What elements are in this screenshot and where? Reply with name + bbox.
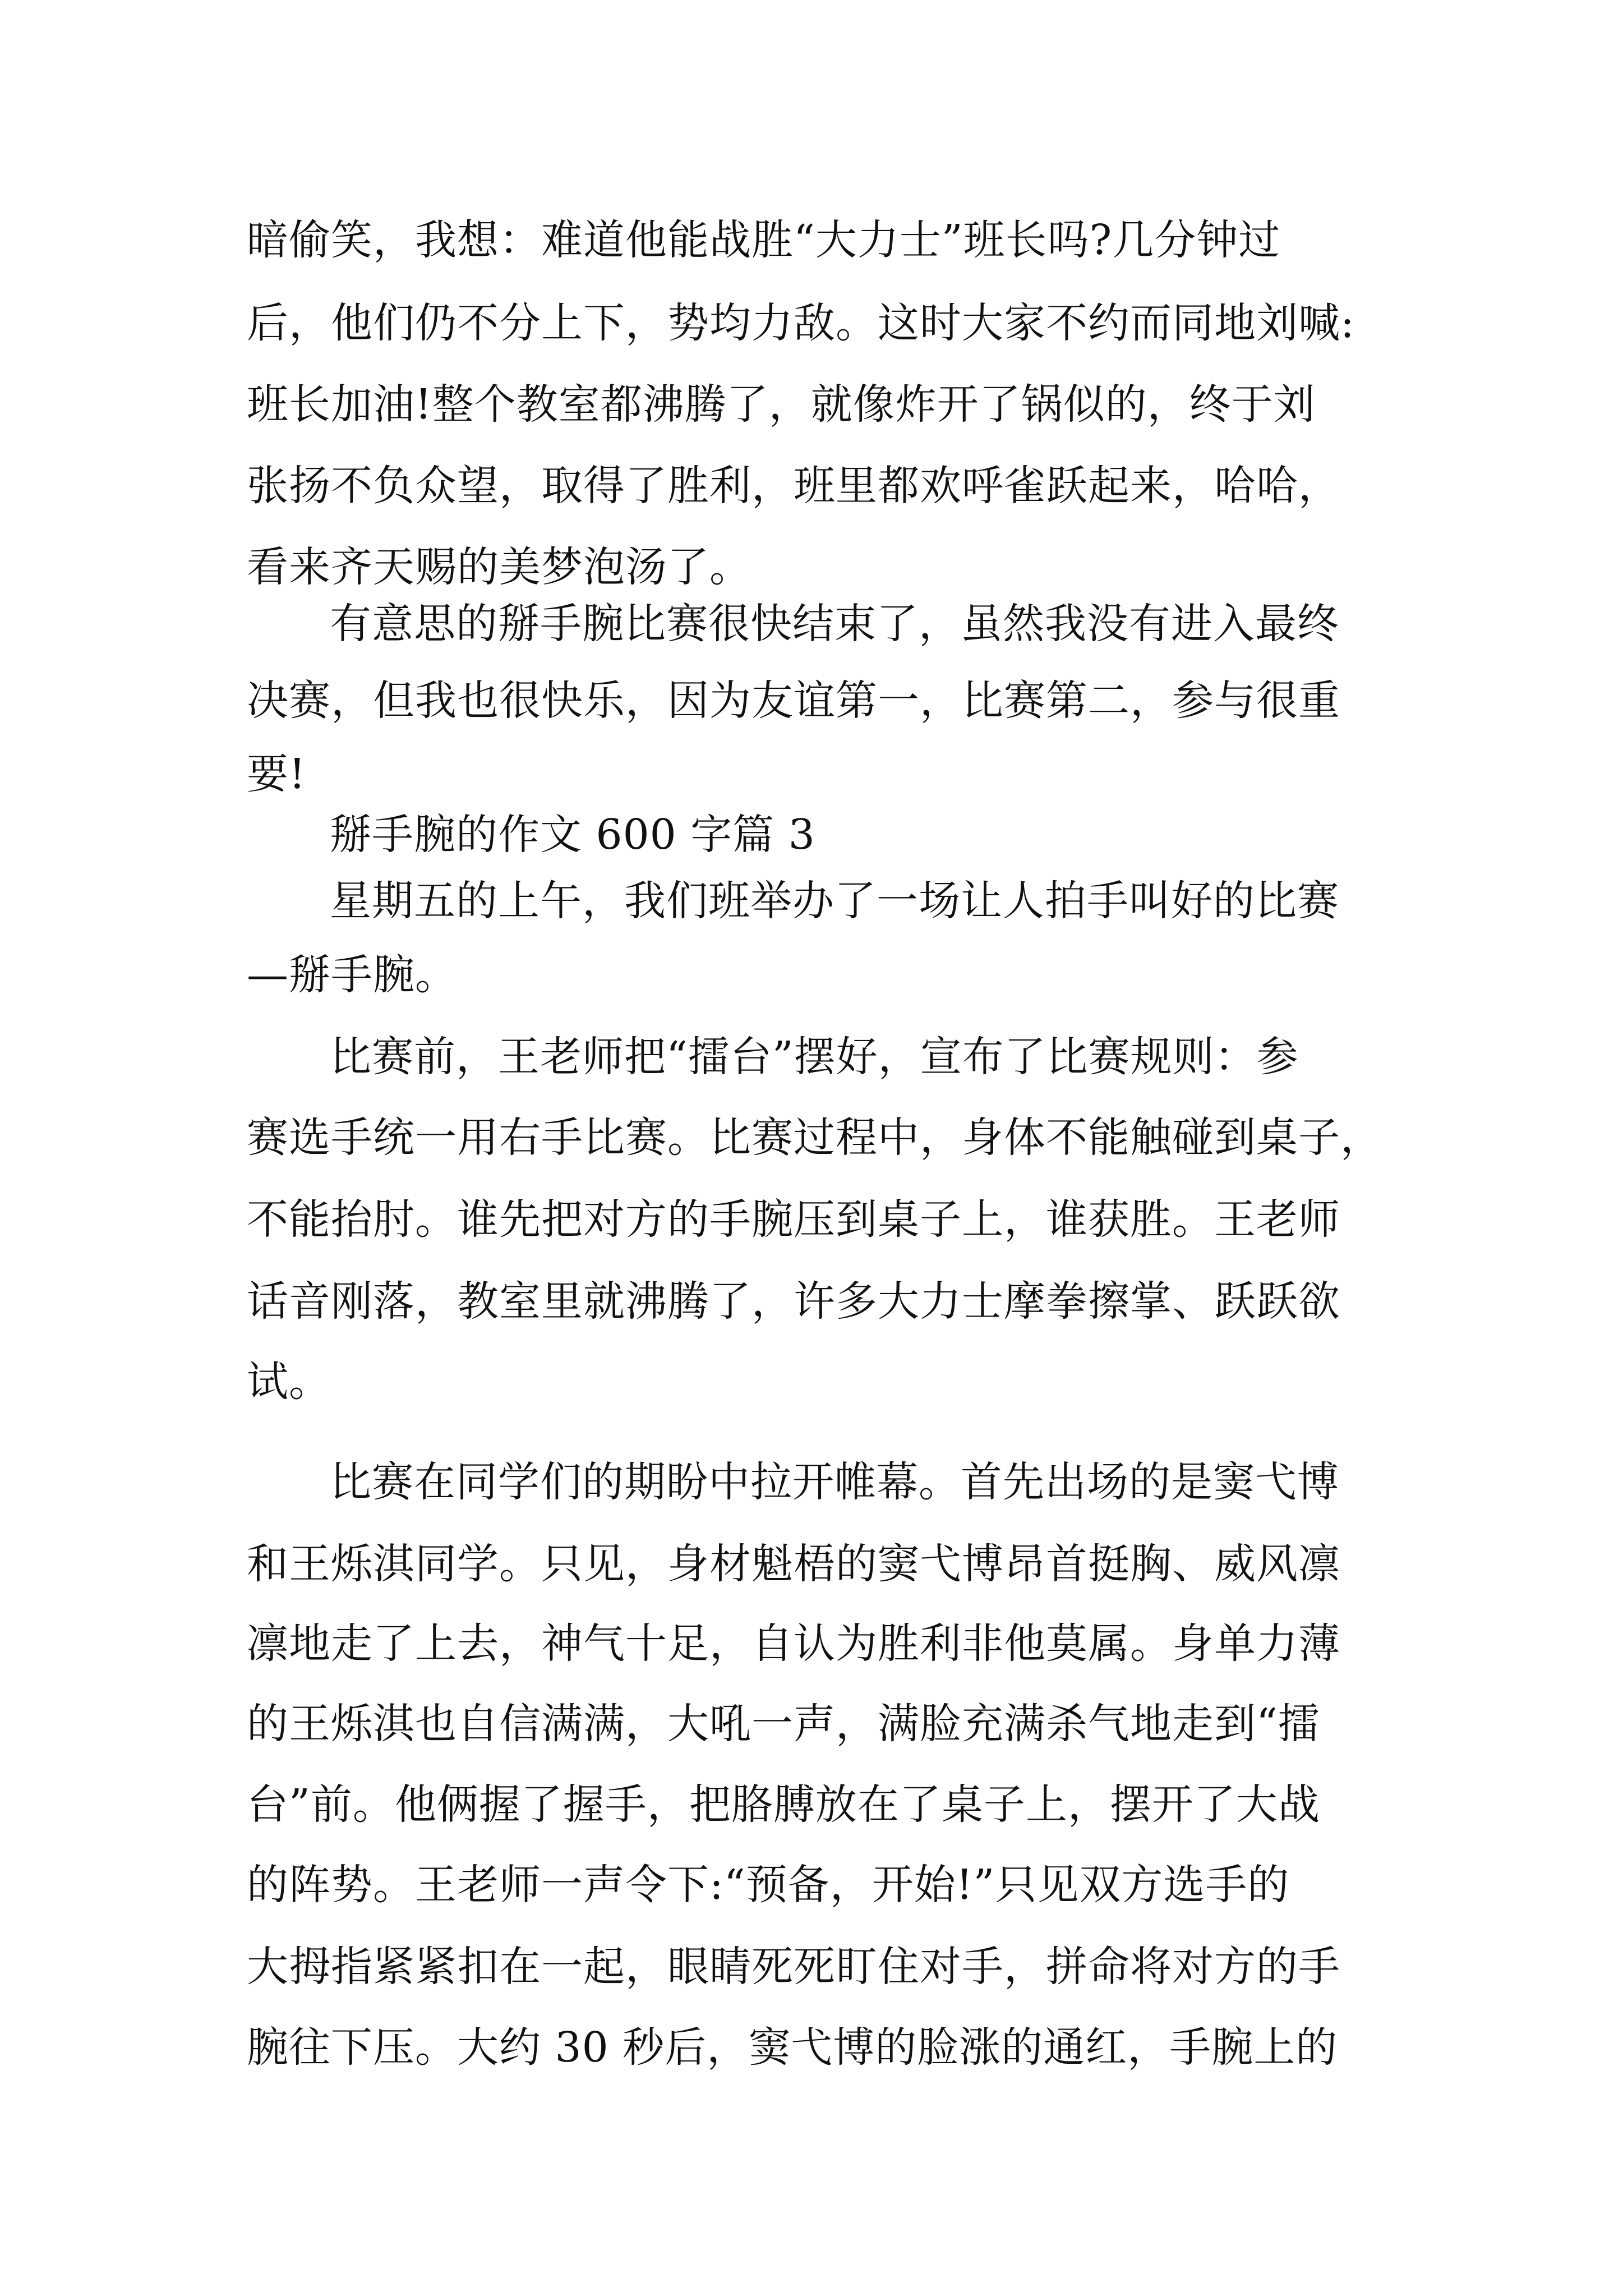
text-line: 班长加油!整个教室都沸腾了，就像炸开了锅似的，终于刘 [247, 380, 1316, 429]
text-line: 和王烁淇同学。只见，身材魁梧的窦弋博昂首挺胸、威风凛 [247, 1540, 1340, 1588]
paragraph-first-line: 比赛在同学们的期盼中拉开帷幕。首先出场的是窦弋博 [330, 1458, 1339, 1506]
text-line: 张扬不负众望，取得了胜利，班里都欢呼雀跃起来，哈哈， [247, 462, 1340, 510]
text-line: 后，他们仍不分上下，势均力敌。这时大家不约而同地刘喊: [247, 299, 1355, 347]
text-line: 赛选手统一用右手比赛。比赛过程中，身体不能触碰到桌子， [247, 1114, 1382, 1162]
paragraph-first-line: 星期五的上午，我们班举办了一场让人拍手叫好的比赛 [330, 877, 1339, 925]
text-line: 看来齐天赐的美梦泡汤了。 [247, 543, 751, 591]
text-line: 腕往下压。大约 30 秒后，窦弋博的脸涨的通红，手腕上的 [247, 2023, 1338, 2072]
text-line: 不能抬肘。谁先把对方的手腕压到桌子上，谁获胜。王老师 [247, 1195, 1340, 1244]
text-line: 话音刚落，教室里就沸腾了，许多大力士摩拳擦掌、跃跃欲 [247, 1277, 1340, 1326]
text-line: —掰手腕。 [247, 951, 457, 999]
text-line: 台”前。他俩握了握手，把胳膊放在了桌子上，摆开了大战 [247, 1780, 1320, 1829]
paragraph-first-line: 有意思的掰手腕比赛很快结束了，虽然我没有进入最终 [330, 600, 1339, 648]
text-line: 暗偷笑，我想：难道他能战胜“大力士”班长吗?几分钟过 [247, 216, 1281, 264]
text-line: 试。 [247, 1358, 331, 1406]
text-line: 的王烁淇也自信满满，大吼一声，满脸充满杀气地走到“擂 [247, 1700, 1320, 1748]
text-line: 大拇指紧紧扣在一起，眼睛死死盯住对手，拼命将对方的手 [247, 1943, 1340, 1991]
section-heading: 掰手腕的作文 600 字篇 3 [330, 811, 815, 859]
text-line: 决赛，但我也很快乐，因为友谊第一，比赛第二，参与很重 [247, 677, 1340, 725]
text-line: 要! [247, 750, 306, 798]
text-line: 凛地走了上去，神气十足，自认为胜利非他莫属。身单力薄 [247, 1619, 1340, 1668]
paragraph-first-line: 比赛前，王老师把“擂台”摆好，宣布了比赛规则：参 [330, 1033, 1299, 1081]
text-line: 的阵势。王老师一声令下:“预备，开始!”只见双方选手的 [247, 1861, 1290, 1909]
